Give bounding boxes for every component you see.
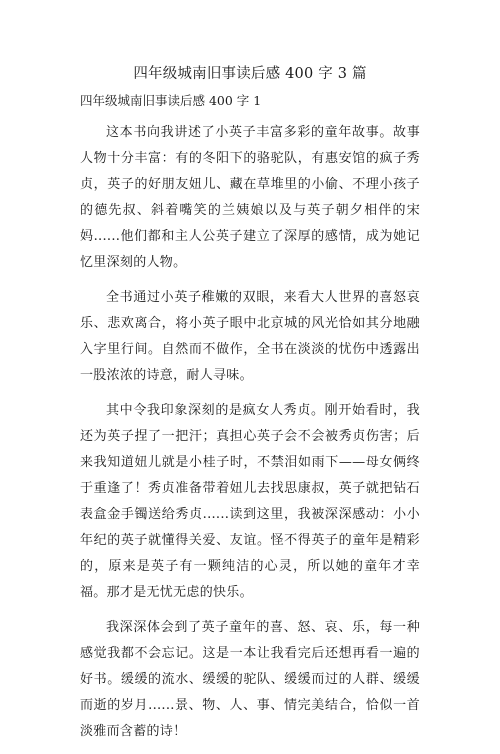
- paragraph-1: 这本书向我讲述了小英子丰富多彩的童年故事。故事人物十分丰富：有的冬阳下的骆驼队，有惠安馆的疯子秀贞，英子的好朋友妞儿、藏在草堆里的小偷、不理小孩子的德先叔、斜着嘴笑的兰姨娘以及与英子朝夕相伴的宋妈......他们都和主人公英子建立了深厚的感情，成为她记忆里深刻的人物。: [80, 125, 420, 270]
- paragraph-4: 我深深体会到了英子童年的喜、怒、哀、乐，每一种感觉我都不会忘记。这是一本让我看完后还想再看一遍的好书。缓缓的流水、缓缓的驼队、缓缓而过的人群、缓缓而逝的岁月......景、物、人、事、情完美结合，恰似一首淡雅而含蓄的诗！: [80, 620, 420, 739]
- document-page: [80, 64, 420, 754]
- paragraph-3: 其中令我印象深刻的是疯女人秀贞。刚开始看时，我还为英子捏了一把汗；真担心英子会不会被秀贞伤害；后来我知道妞儿就是小桂子时，不禁泪如雨下——母女俩终于重逢了！秀贞准备带着妞儿去找思康叔，英子就把钻石表盒金手镯送给秀贞......读到这里，我被深深感动：小小年纪的英子就懂得关爱、友谊。怪不得英子的童年是精彩的，原来是英子有一颗纯洁的心灵，所以她的童年才幸福。那才是无忧无虑的快乐。: [80, 403, 420, 600]
- document-title: 四年级城南旧事读后感 400 字 3 篇: [133, 66, 367, 82]
- section-heading: 四年级城南旧事读后感 400 字 1: [80, 93, 262, 108]
- paragraph-2: 全书通过小英子稚嫩的双眼，来看大人世界的喜怒哀乐、悲欢离合，将小英子眼中北京城的风光恰如其分地融入字里行间。自然而不做作，全书在淡淡的忧伤中透露出一股浓浓的诗意，耐人寻味。: [80, 290, 420, 383]
